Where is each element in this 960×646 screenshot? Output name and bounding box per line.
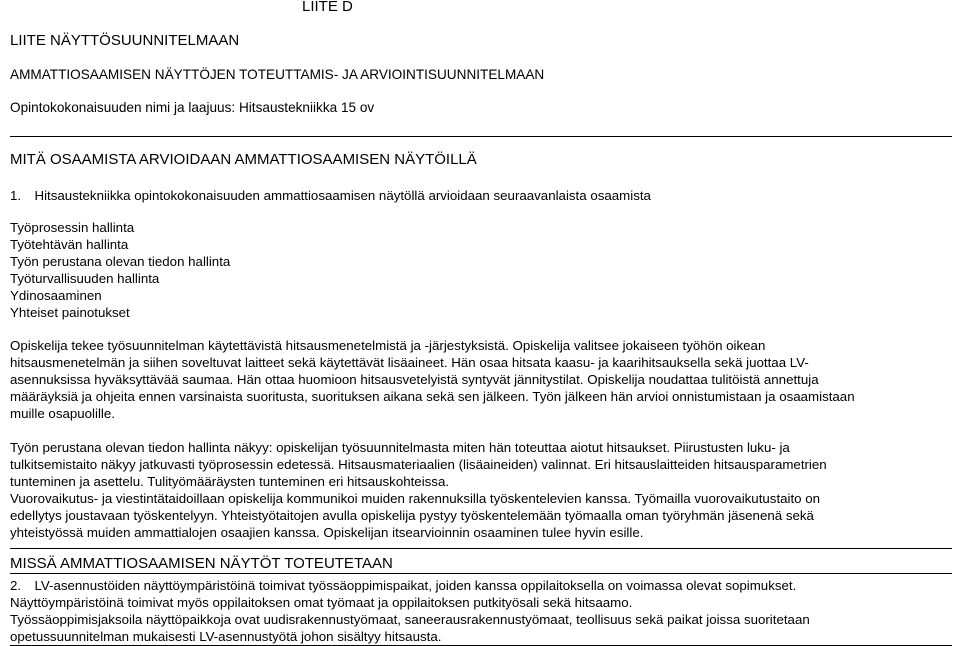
section1-paragraph1: [10, 337, 855, 422]
section1-paragraph2: [10, 439, 827, 541]
section2-line: [10, 577, 810, 594]
competency-list: [10, 219, 230, 321]
section2-line: Työssäoppimisjaksoila näyttöpaikkoja ovat uudisrakennustyömaat, saneerausrakennustyömaat, teollisuus sekä paikat joissa suoritetaan: [10, 612, 810, 627]
appendix-label: LIITE D: [302, 0, 353, 15]
paragraph-line: Opiskelija tekee työsuunnitelman käytettävistä hitsausmenetelmistä ja -järjestyksistä. Opiskelija valitsee jokaiseen työhön oikean: [10, 338, 766, 353]
competency-item: Työturvallisuuden hallinta: [10, 271, 160, 286]
competency-item: Työtehtävän hallinta: [10, 237, 129, 252]
paragraph-line: tulkitsemistaito näkyy jatkuvasti työprosessin edetessä. Hitsausmateriaalien (lisäaineiden) valinnat. Eri hitsauslaitteiden hitsausparametrien: [10, 457, 827, 472]
section1-item-text: Hitsaustekniikka opintokokonaisuuden ammattiosaamisen näytöllä arvioidaan seuraavanlaista osaamista: [34, 188, 651, 203]
section2-body: [10, 577, 810, 645]
competency-item: Ydinosaaminen: [10, 288, 102, 303]
competency-item: Työn perustana olevan tiedon hallinta: [10, 254, 231, 269]
competency-item: Yhteiset painotukset: [10, 305, 130, 320]
competency-item: Työprosessin hallinta: [10, 220, 135, 235]
section1-heading: MITÄ OSAAMISTA ARVIOIDAAN AMMATTIOSAAMISEN NÄYTÖILLÄ: [10, 151, 477, 168]
section2-line: opetussuunnitelman mukaisesti LV-asennustyötä johon sisältyy hitsausta.: [10, 629, 442, 644]
paragraph-line: yhteistyössä muiden ammattialojen osaajien kanssa. Opiskelijan itsearvioinnin osaaminen tulee hyvin esille.: [10, 525, 644, 540]
section2-heading: MISSÄ AMMATTIOSAAMISEN NÄYTÖT TOTEUTETAAN: [10, 555, 393, 572]
paragraph-line: Työn perustana olevan tiedon hallinta näkyy: opiskelijan työsuunnitelmasta miten hän toteuttaa aiotut hitsaukset. Piirustusten luku- ja: [10, 440, 790, 455]
section1-item-number: 1.: [10, 188, 22, 203]
divider-top: [10, 136, 952, 137]
document-subtitle: AMMATTIOSAAMISEN NÄYTTÖJEN TOTEUTTAMIS- JA ARVIOINTISUUNNITELMAAN: [10, 67, 545, 82]
divider-section2: [10, 573, 952, 574]
divider-middle: [10, 548, 952, 549]
paragraph-line: määräyksiä ja ohjeita ennen varsinaista suoritusta, suorituksen aikana sekä sen jälkeen. Työn jälkeen hän arvioi onnistumistaan ja osaamistaan: [10, 389, 855, 404]
paragraph-line: Vuorovaikutus- ja viestintätaidoillaan opiskelija kommunikoi muiden rakennuksilla työskentelevien kanssa. Työmailla vuorovaikutustaito on: [10, 491, 821, 506]
paragraph-line: asennuksissa hyväksyttävää saumaa. Hän ottaa huomioon hitsausvetelyistä syntyvät jännitystilat. Opiskelija noudattaa tulitöistä annettuja: [10, 372, 819, 387]
paragraph-line: hitsausmenetelmän ja siihen soveltuvat laitteet sekä käytettävät lisäaineet. Hän osaa hitsata kaasu- ja kaarihitsauksella sekä juottaa LV-: [10, 355, 809, 370]
document-title: LIITE NÄYTTÖSUUNNITELMAAN: [10, 32, 240, 49]
section1-item: [10, 187, 651, 204]
section2-line-text: LV-asennustöiden näyttöympäristöinä toimivat työssäoppimispaikat, joiden kanssa oppilaitoksella on voimassa olevat sopimukset.: [34, 578, 797, 593]
module-line: Opintokokonaisuuden nimi ja laajuus: Hitsaustekniikka 15 ov: [10, 100, 375, 115]
paragraph-line: edellytys joustavaan työskentelyyn. Yhteistyötaitojen avulla opiskelija pystyy työskentelemään työmaalla oman työryhmän jäsenenä sekä: [10, 508, 814, 523]
section2-line: Näyttöympäristöinä toimivat myös oppilaitoksen omat työmaat ja oppilaitoksen putkityösali sekä hitsaamo.: [10, 595, 633, 610]
section2-item-number: 2.: [10, 578, 22, 593]
paragraph-line: tunteminen ja asettelu. Tulityömääräysten tunteminen eri hitsauskohteissa.: [10, 474, 450, 489]
paragraph-line: muille osapuolille.: [10, 406, 115, 421]
